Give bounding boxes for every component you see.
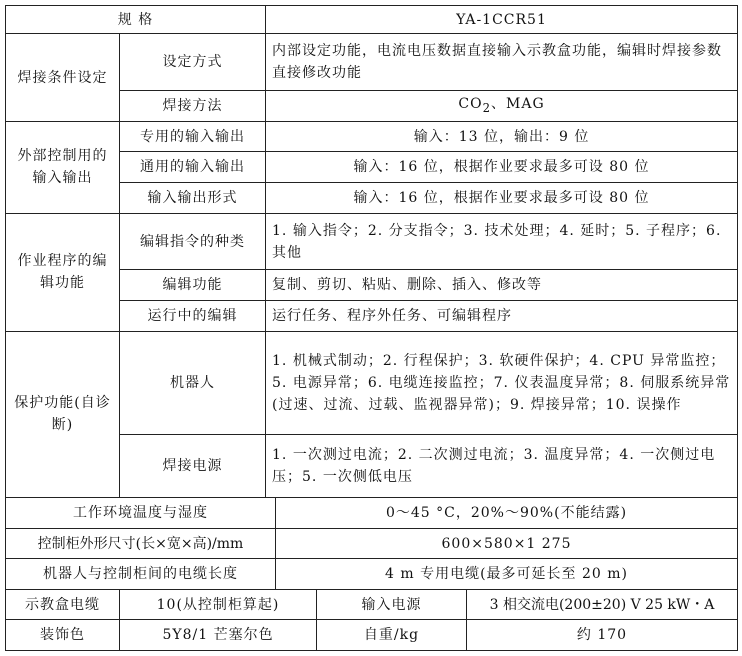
cabinet-size-row [6,528,738,559]
io-form-value: 输入：16 位，根据作业要求最多可设 80 位 [266,183,738,214]
pendant-cable-label: 示教盒电缆 [6,589,120,620]
dedicated-io-label: 专用的输入输出 [120,121,266,152]
general-io-value: 输入：16 位，根据作业要求最多可设 80 位 [266,152,738,183]
edit-function-label: 编辑功能 [120,270,266,301]
input-power-label: 输入电源 [317,589,467,620]
cable-length-label: 机器人与控制柜间的电缆长度 [6,559,276,590]
header-row [6,6,738,34]
welding-method-mag: 、MAG [491,96,545,113]
external-io-group: 外部控制用的输入输出 [6,121,120,213]
cabinet-size-value: 600×580×1 275 [276,528,738,559]
program-editing-group: 作业程序的编辑功能 [6,213,120,331]
weight-label: 自重/kg [317,620,467,651]
dedicated-io-row [6,121,738,152]
running-edit-value: 运行任务、程序外任务、可编辑程序 [266,301,738,332]
cabinet-size-label: 控制柜外形尺寸(长×宽×高)/mm [6,528,276,559]
pendant-cable-value: 10(从控制柜算起) [120,589,317,620]
welding-method-subscript: 2 [482,101,491,116]
running-edit-label: 运行中的编辑 [120,301,266,332]
protection-group: 保护功能(自诊断) [6,331,120,498]
welding-method-co: CO [458,96,483,113]
power-protection-label: 焊接电源 [120,435,266,498]
setting-method-row [6,34,738,91]
color-value: 5Y8/1 芒塞尔色 [120,620,317,651]
cable-length-row [6,559,738,590]
instruction-types-value: 1. 输入指令；2. 分支指令；3. 技术处理；4. 延时；5. 子程序；6. 其他 [266,213,738,270]
cable-length-value: 4 m 专用电缆(最多可延长至 20 m) [276,559,738,590]
header-label: 规 格 [6,6,266,34]
instruction-types-row [6,213,738,270]
header-value: YA-1CCR51 [266,6,738,34]
setting-method-label: 设定方式 [120,34,266,91]
setting-method-value: 内部设定功能，电流电压数据直接输入示教盒功能，编辑时焊接参数直接修改功能 [266,34,738,91]
spec-table [5,5,738,651]
input-power-value: 3 相交流电(200±20) V 25 kW・A [467,589,738,620]
color-weight-row [6,620,738,651]
robot-protection-value: 1. 机械式制动；2. 行程保护；3. 软硬件保护；4. CPU 异常监控；5. 电源异常；6. 电缆连接监控；7. 仪表温度异常；8. 伺服系统异常(过速、过流、过载、监视器异常)；9. 焊接异常；10. 误操作 [266,331,738,435]
instruction-types-label: 编辑指令的种类 [120,213,266,270]
welding-conditions-group: 焊接条件设定 [6,34,120,121]
pendant-power-row [6,589,738,620]
environment-label: 工作环境温度与湿度 [6,498,276,529]
welding-method-value [266,91,738,122]
environment-row [6,498,738,529]
welding-method-label: 焊接方法 [120,91,266,122]
io-form-label: 输入输出形式 [120,183,266,214]
robot-protection-label: 机器人 [120,331,266,435]
general-io-label: 通用的输入输出 [120,152,266,183]
color-label: 装饰色 [6,620,120,651]
dedicated-io-value: 输入：13 位，输出：9 位 [266,121,738,152]
weight-value: 约 170 [467,620,738,651]
robot-protection-row [6,331,738,435]
environment-value: 0～45 °C，20%～90%(不能结露) [276,498,738,529]
edit-function-value: 复制、剪切、粘贴、删除、插入、修改等 [266,270,738,301]
power-protection-value: 1. 一次测过电流；2. 二次测过电流；3. 温度异常；4. 一次侧过电压；5. 一次侧低电压 [266,435,738,498]
